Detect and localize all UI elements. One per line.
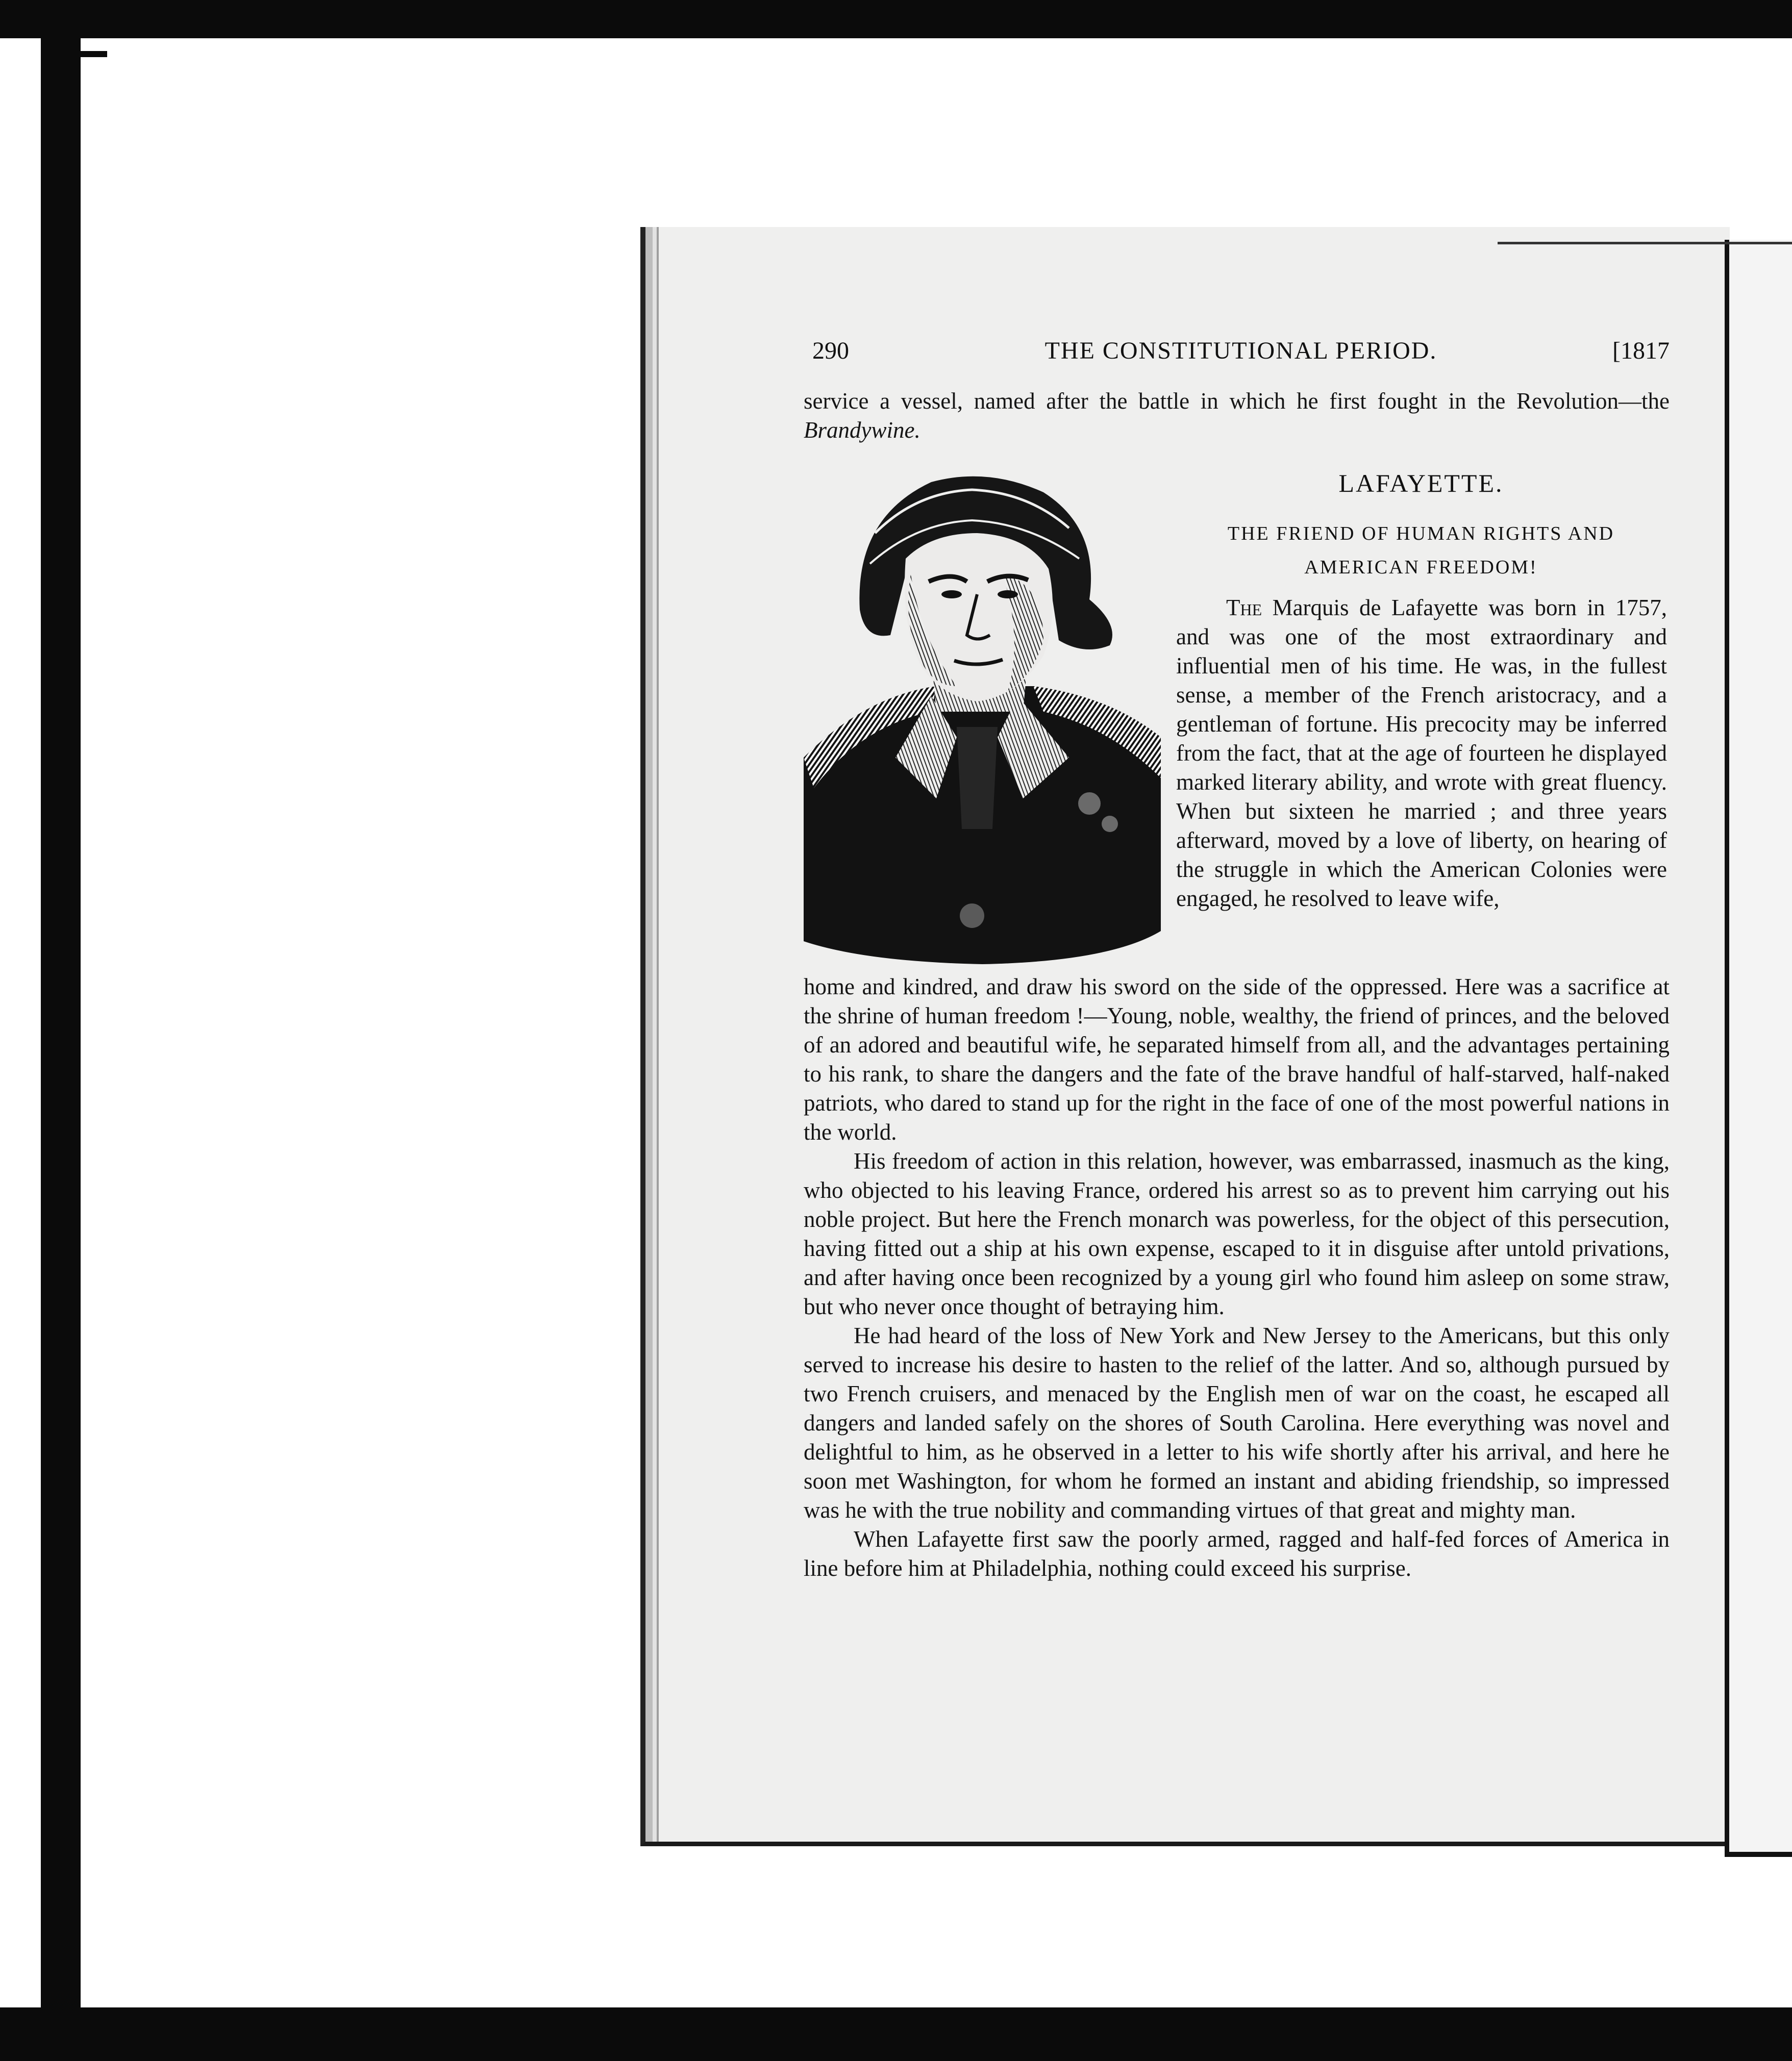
running-head xyxy=(812,337,1670,367)
facing-page-edge xyxy=(1725,240,1792,1857)
paragraph-1-column xyxy=(1176,593,1667,913)
scan-border-top xyxy=(0,0,1792,38)
ship-name: Brandywine. xyxy=(804,417,920,443)
paragraph-1-column-text: Marquis de Lafayette was born in 1757, and was one of the most extraordinary and influential men of his time. He was, in the fullest sense, a member of the French aristocracy, and a gentleman of fortune. His precocity may be inferred from the fact, that at the age of fourteen he displayed marked literary ability, and wrote with great fluency. When but sixteen he married ; and three years afterward, moved by a love of liberty, on hearing of the struggle in which the American Colonies were engaged, he resolved to leave wife, xyxy=(1176,595,1667,911)
scan-border-bottom xyxy=(0,2007,1792,2061)
paragraph-lead: The xyxy=(1226,595,1262,620)
section-subtitle: THE FRIEND OF HUMAN RIGHTS AND AMERICAN FREEDOM! xyxy=(1227,523,1615,578)
paragraph-4: When Lafayette first saw the poorly armed, ragged and half-fed forces of America in line before him at Philadelphia, nothing could exceed his surprise. xyxy=(804,1526,1670,1581)
running-year: [1817 xyxy=(1612,337,1670,364)
paragraph-1-continued: home and kindred, and draw his sword on the side of the oppressed. Here was a sacrifice at the shrine of human freedom !—Young, noble, wealthy, the friend of princes, and the beloved of an adored and beautiful wife, he separated himself from all, and the advantages pertaining to his rank, to share the dangers and the fate of the brave handful of half-starved, half-naked patriots, who dared to stand up for the right in the face of one of the most powerful nations in the world. xyxy=(804,974,1670,1145)
intro-text: service a vessel, named after the battle in which he first fought in the Revolution—the xyxy=(804,388,1670,414)
intro-paragraph xyxy=(804,387,1670,445)
running-title: THE CONSTITUTIONAL PERIOD. xyxy=(1044,337,1437,364)
body-text xyxy=(804,972,1670,1583)
paragraph-3: He had heard of the loss of New York and New Jersey to the Americans, but this only served to increase his desire to hasten to the relief of the latter. And so, although pursued by two French cruisers, and menaced by the English men of war on the coast, he escaped all dangers and landed safely on the shores of South Carolina. Here everything was novel and delightful to him, as he observed in a letter to his wife shortly after his arrival, and here he soon met Washington, for whom he formed an instant and abiding friendship, so impressed was he with the true nobility and commanding virtues of that great and mighty man. xyxy=(804,1323,1670,1523)
lafayette-portrait xyxy=(804,472,1166,967)
scan-mark xyxy=(79,51,107,57)
scan-border-left xyxy=(41,36,81,2015)
page-number: 290 xyxy=(812,337,849,364)
facing-page-rule xyxy=(1498,242,1792,244)
section-title: LAFAYETTE. xyxy=(1338,469,1504,497)
paragraph-2: His freedom of action in this relation, however, was embarrassed, inasmuch as the king, who objected to his leaving France, ordered his arrest so as to prevent him carrying out his noble project. But here the French monarch was powerless, for the object of this persecution, having fitted out a ship at his own expense, escaped to it in disguise after untold privations, and after having once been recognized by a young girl who found him asleep on some straw, but who never once thought of betraying him. xyxy=(804,1148,1670,1319)
